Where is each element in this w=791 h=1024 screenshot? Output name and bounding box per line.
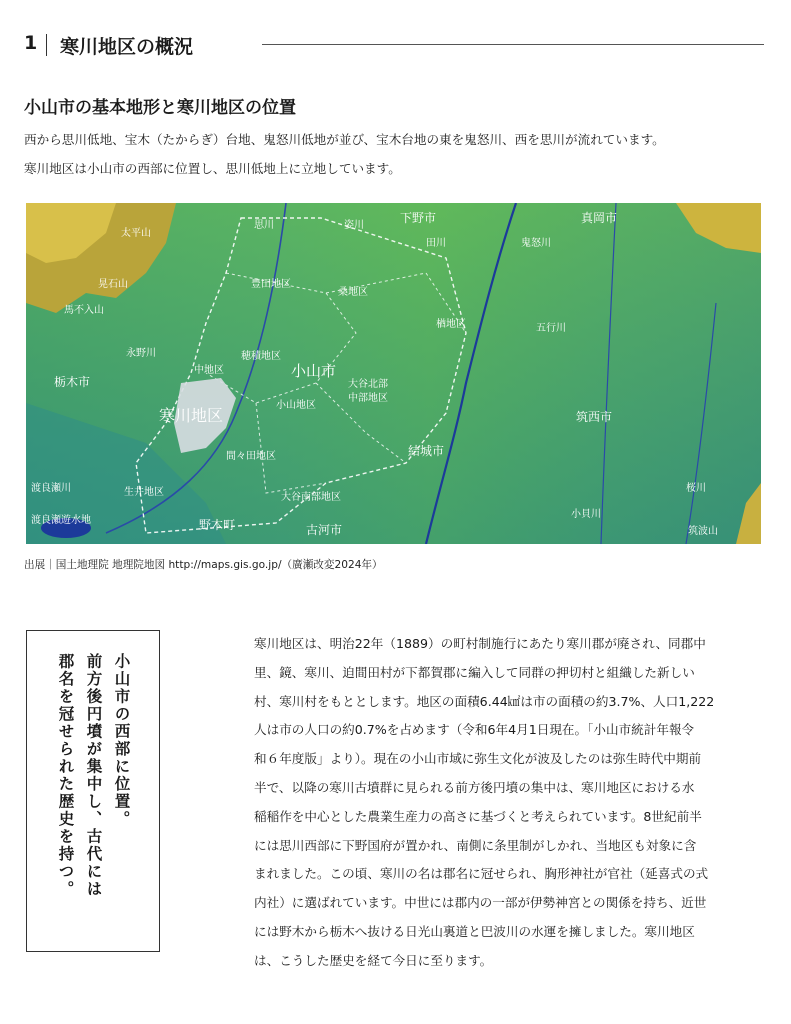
body-line: 半で、以降の寒川古墳群に見られる前方後円墳の集中は、寒川地区における水 — [254, 779, 695, 795]
label-kokaigawa: 小貝川 — [571, 509, 601, 520]
label-ohirayama: 太平山 — [121, 228, 151, 239]
body-line: 和６年度版」より）。現在の小山市域に弥生文化が波及したのは弥生時代中期前 — [254, 751, 702, 767]
label-oya-chubu: 中部地区 — [348, 393, 388, 404]
summary-callout — [26, 630, 160, 952]
body-line: は、こうした歴史を経て今日に至ります。 — [254, 952, 493, 968]
label-mamada: 間々田地区 — [226, 451, 276, 462]
relief-map — [26, 203, 761, 544]
label-yusui: 渡良瀬遊水地 — [31, 515, 91, 526]
label-oyama: 小山市 — [291, 362, 337, 380]
label-tagawa: 姿川 — [344, 220, 364, 231]
label-watarase: 渡良瀬川 — [31, 483, 71, 494]
label-toyoda: 豊田地区 — [251, 279, 291, 290]
label-ikuyoshi: 生井地区 — [124, 487, 164, 498]
subheading: 小山市の基本地形と寒川地区の位置 — [24, 98, 296, 118]
intro-line: 西から思川低地、宝木（たからぎ）台地、鬼怒川低地が並び、宝木台地の東を鬼怒川、西を思川が流れています。 — [24, 132, 665, 147]
intro-line: 寒川地区は小山市の西部に位置し、思川低地上に立地しています。 — [24, 161, 401, 176]
label-koga: 古河市 — [306, 523, 343, 537]
label-nishi: 楢地区 — [436, 319, 466, 330]
relief-map-svg — [26, 203, 761, 544]
label-oya-kita: 大谷北部 — [348, 379, 388, 390]
body-line: 稲稲作を中心とした農業生産力の高さに基づくと考えられています。8世紀前半 — [254, 808, 702, 824]
label-tagawa2: 田川 — [426, 238, 446, 249]
section-rule — [262, 44, 764, 45]
body-line: まれました。この頃、寒川の名は郡名に冠せられ、胸形神社が官社（延喜式の式 — [254, 866, 709, 882]
body-line: 人は市の人口の約0.7%を占めます（令和6年4月1日現在。「小山市統計年報令 — [254, 722, 695, 738]
label-akaishiyama: 晃石山 — [98, 279, 128, 290]
label-hozumi: 穂積地区 — [241, 351, 281, 362]
label-gogyogawa: 五行川 — [536, 323, 566, 334]
callout-line-2: 前方後円墳が集中し、古代には — [84, 653, 103, 898]
label-tochigi: 栃木市 — [54, 375, 91, 389]
label-omoigawa: 思川 — [254, 220, 274, 231]
callout-line-1: 小山市の西部に位置。 — [112, 653, 131, 828]
body-line: 里、鏡、寒川、迫間田村が下都賀郡に編入して同群の押切村と組織した新しい — [254, 664, 695, 680]
body-paragraph — [254, 630, 768, 976]
body-line: 内社）に選ばれています。中世には郡内の一部が伊勢神宮との関係を持ち、近世 — [254, 895, 707, 911]
body-line: には野木から栃木へ抜ける日光山裏道と巴波川の水運を擁しました。寒川地区 — [254, 923, 695, 939]
label-kuwa: 桑地区 — [338, 287, 368, 298]
map-source: 出展｜国土地理院 地理院地図 http://maps.gis.go.jp/（廣瀬改変2024年） — [24, 559, 383, 571]
section-title: 寒川地区の概況 — [60, 36, 194, 58]
label-shimotsuke: 下野市 — [400, 211, 437, 225]
label-sogawa: 寒川地区 — [159, 406, 224, 425]
label-chikuba: 筑波山 — [688, 526, 718, 537]
label-nogi: 野木町 — [199, 518, 236, 532]
section-header — [24, 30, 764, 60]
label-naka: 中地区 — [194, 365, 224, 376]
label-oya-nanbu: 大谷南部地区 — [281, 492, 341, 503]
section-number: 1 — [24, 32, 38, 54]
label-kinugawa: 鬼怒川 — [521, 238, 551, 249]
label-nagano: 永野川 — [126, 348, 156, 359]
body-line: 村、寒川村をもととします。地区の面積6.44㎢は市の面積の約3.7%、人口1,222 — [254, 693, 715, 709]
intro-paragraph — [24, 125, 769, 183]
body-line: には思川西部に下野国府が置かれ、南側に条里制がしかれ、当地区も対象に含 — [254, 837, 697, 853]
label-chikusei: 筑西市 — [576, 410, 613, 424]
label-sakuragawa: 桜川 — [686, 483, 706, 494]
label-mooka: 真岡市 — [581, 211, 618, 225]
section-divider — [46, 34, 47, 56]
label-oyama-chiku: 小山地区 — [276, 400, 316, 411]
label-yuki: 結城市 — [408, 444, 445, 458]
body-line: 寒川地区は、明治22年（1889）の町村制施行にあたり寒川郡が廃され、同郡中 — [254, 636, 706, 651]
callout-line-3: 郡名を冠せられた歴史を持つ。 — [56, 653, 75, 898]
label-mafuneyama: 馬不入山 — [64, 305, 104, 316]
